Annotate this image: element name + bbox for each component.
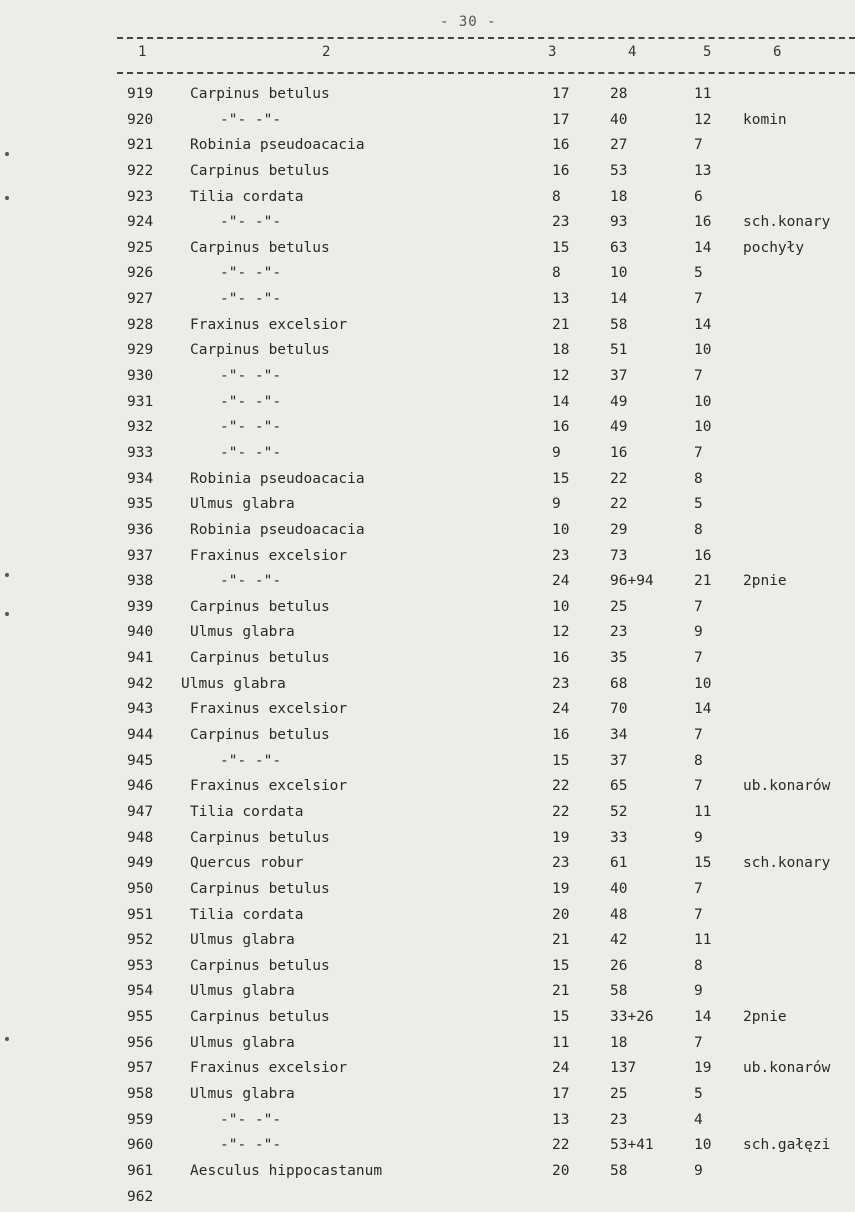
crown-value: 19 (694, 1060, 712, 1077)
height-value: 23 (552, 547, 570, 564)
tree-number: 944 (127, 727, 154, 744)
circumference-value: 53 (610, 162, 628, 179)
tree-inventory-table (0, 84, 855, 1212)
circumference-value: 27 (610, 137, 628, 154)
crown-value: 14 (694, 1009, 712, 1026)
circumference-value: 34 (610, 727, 628, 744)
tree-number: 959 (127, 1111, 154, 1128)
height-value: 15 (552, 957, 570, 974)
table-row (0, 443, 855, 469)
crown-value: 4 (694, 1111, 703, 1128)
table-row (0, 571, 855, 597)
species-name: Carpinus betulus (190, 957, 330, 974)
circumference-value: 35 (610, 650, 628, 667)
tree-number: 946 (127, 778, 154, 795)
circumference-value: 61 (610, 855, 628, 872)
crown-value: 9 (694, 829, 703, 846)
tree-number: 953 (127, 957, 154, 974)
species-name: -"- -"- (220, 214, 282, 231)
species-name: Quercus robur (190, 855, 304, 872)
species-name: Carpinus betulus (190, 598, 330, 615)
circumference-value: 16 (610, 444, 628, 461)
table-row (0, 469, 855, 495)
tree-number: 932 (127, 419, 154, 436)
remark: pochyły (743, 239, 805, 256)
species-name: Fraxinus excelsior (190, 778, 348, 795)
column-header-1: 1 (138, 44, 147, 60)
crown-value: 9 (694, 983, 703, 1000)
crown-value: 9 (694, 1162, 703, 1179)
height-value: 15 (552, 752, 570, 769)
circumference-value: 51 (610, 342, 628, 359)
circumference-value: 137 (610, 1060, 637, 1077)
species-name: Ulmus glabra (190, 624, 295, 641)
height-value: 9 (552, 496, 561, 513)
crown-value: 11 (694, 803, 712, 820)
circumference-value: 65 (610, 778, 628, 795)
height-value: 23 (552, 214, 570, 231)
species-name: Fraxinus excelsior (190, 316, 348, 333)
circumference-value: 93 (610, 214, 628, 231)
species-name: -"- -"- (220, 291, 282, 308)
circumference-value: 29 (610, 521, 628, 538)
table-row (0, 1135, 855, 1161)
tree-number: 939 (127, 598, 154, 615)
crown-value: 7 (694, 368, 703, 385)
species-name: Aesculus hippocastanum (190, 1162, 383, 1179)
tree-number: 936 (127, 521, 154, 538)
species-name: Ulmus glabra (190, 1085, 295, 1102)
tree-number: 962 (127, 1188, 154, 1205)
crown-value: 7 (694, 650, 703, 667)
table-row (0, 161, 855, 187)
circumference-value: 22 (610, 496, 628, 513)
species-name: Carpinus betulus (190, 880, 330, 897)
table-row (0, 212, 855, 238)
height-value: 16 (552, 137, 570, 154)
circumference-value: 23 (610, 1111, 628, 1128)
crown-value: 11 (694, 86, 712, 102)
page-number: - 30 - (440, 14, 497, 30)
crown-value: 15 (694, 855, 712, 872)
table-row (0, 622, 855, 648)
circumference-value: 96+94 (610, 573, 654, 590)
species-name: Ulmus glabra (190, 983, 295, 1000)
height-value: 18 (552, 342, 570, 359)
tree-number: 935 (127, 496, 154, 513)
circumference-value: 48 (610, 906, 628, 923)
remark: ub.konarów (743, 1060, 831, 1077)
species-name: Tilia cordata (190, 906, 304, 923)
height-value: 16 (552, 162, 570, 179)
circumference-value: 58 (610, 983, 628, 1000)
height-value: 22 (552, 1137, 570, 1154)
height-value: 10 (552, 598, 570, 615)
species-name: Fraxinus excelsior (190, 701, 348, 718)
circumference-value: 23 (610, 624, 628, 641)
tree-number: 957 (127, 1060, 154, 1077)
tree-number: 940 (127, 624, 154, 641)
species-name: -"- -"- (220, 1137, 282, 1154)
crown-value: 7 (694, 727, 703, 744)
circumference-value: 37 (610, 368, 628, 385)
remark: sch.konary (743, 214, 831, 231)
column-header-2: 2 (322, 44, 331, 60)
species-name: Tilia cordata (190, 803, 304, 820)
species-name: Fraxinus excelsior (190, 1060, 348, 1077)
table-row (0, 417, 855, 443)
column-header-5: 5 (703, 44, 712, 60)
tree-number: 942 (127, 675, 154, 692)
tree-number: 956 (127, 1034, 154, 1051)
table-row (0, 494, 855, 520)
height-value: 22 (552, 778, 570, 795)
species-name: Ulmus glabra (190, 496, 295, 513)
tree-number: 927 (127, 291, 154, 308)
species-name: Ulmus glabra (181, 675, 286, 692)
tree-number: 949 (127, 855, 154, 872)
species-name: -"- -"- (220, 444, 282, 461)
tree-number: 958 (127, 1085, 154, 1102)
species-name: Carpinus betulus (190, 239, 330, 256)
crown-value: 7 (694, 444, 703, 461)
tree-number: 923 (127, 188, 154, 205)
height-value: 24 (552, 573, 570, 590)
crown-value: 8 (694, 470, 703, 487)
height-value: 8 (552, 265, 561, 282)
crown-value: 10 (694, 393, 712, 410)
circumference-value: 42 (610, 932, 628, 949)
crown-value: 10 (694, 675, 712, 692)
table-row (0, 392, 855, 418)
table-row (0, 802, 855, 828)
height-value: 14 (552, 393, 570, 410)
table-row (0, 315, 855, 341)
crown-value: 8 (694, 957, 703, 974)
crown-value: 7 (694, 1034, 703, 1051)
species-name: Carpinus betulus (190, 1009, 330, 1026)
table-row (0, 674, 855, 700)
circumference-value: 63 (610, 239, 628, 256)
circumference-value: 49 (610, 393, 628, 410)
table-row (0, 1007, 855, 1033)
crown-value: 7 (694, 906, 703, 923)
table-row (0, 751, 855, 777)
circumference-value: 37 (610, 752, 628, 769)
table-row (0, 1110, 855, 1136)
species-name: -"- -"- (220, 419, 282, 436)
table-row (0, 520, 855, 546)
tree-number: 922 (127, 162, 154, 179)
crown-value: 5 (694, 265, 703, 282)
table-row (0, 1161, 855, 1187)
tree-number: 938 (127, 573, 154, 590)
species-name: Carpinus betulus (190, 162, 330, 179)
height-value: 13 (552, 291, 570, 308)
remark: sch.gałęzi (743, 1137, 831, 1154)
height-value: 20 (552, 1162, 570, 1179)
species-name: Carpinus betulus (190, 86, 330, 102)
species-name: -"- -"- (220, 393, 282, 410)
tree-number: 947 (127, 803, 154, 820)
column-header-3: 3 (548, 44, 557, 60)
crown-value: 11 (694, 932, 712, 949)
crown-value: 8 (694, 752, 703, 769)
table-row (0, 648, 855, 674)
species-name: Carpinus betulus (190, 650, 330, 667)
table-row (0, 110, 855, 136)
circumference-value: 68 (610, 675, 628, 692)
height-value: 15 (552, 239, 570, 256)
species-name: -"- -"- (220, 111, 282, 128)
tree-number: 921 (127, 137, 154, 154)
crown-value: 16 (694, 214, 712, 231)
circumference-value: 40 (610, 111, 628, 128)
table-row (0, 84, 855, 110)
height-value: 24 (552, 701, 570, 718)
circumference-value: 33+26 (610, 1009, 654, 1026)
species-name: Carpinus betulus (190, 829, 330, 846)
species-name: Carpinus betulus (190, 727, 330, 744)
crown-value: 13 (694, 162, 712, 179)
table-row (0, 1033, 855, 1059)
height-value: 16 (552, 419, 570, 436)
tree-number: 931 (127, 393, 154, 410)
crown-value: 10 (694, 1137, 712, 1154)
table-row (0, 853, 855, 879)
species-name: Ulmus glabra (190, 932, 295, 949)
crown-value: 14 (694, 701, 712, 718)
species-name: -"- -"- (220, 1111, 282, 1128)
height-value: 12 (552, 368, 570, 385)
crown-value: 8 (694, 521, 703, 538)
species-name: Robinia pseudoacacia (190, 137, 365, 154)
height-value: 16 (552, 727, 570, 744)
species-name: -"- -"- (220, 573, 282, 590)
crown-value: 7 (694, 598, 703, 615)
tree-number: 929 (127, 342, 154, 359)
circumference-value: 25 (610, 598, 628, 615)
table-row (0, 1058, 855, 1084)
crown-value: 21 (694, 573, 712, 590)
remark: komin (743, 111, 787, 128)
circumference-value: 10 (610, 265, 628, 282)
table-row (0, 930, 855, 956)
height-value: 19 (552, 829, 570, 846)
circumference-value: 25 (610, 1085, 628, 1102)
species-name: Fraxinus excelsior (190, 547, 348, 564)
species-name: Robinia pseudoacacia (190, 470, 365, 487)
table-row (0, 699, 855, 725)
tree-number: 954 (127, 983, 154, 1000)
table-row (0, 981, 855, 1007)
crown-value: 7 (694, 291, 703, 308)
table-row (0, 340, 855, 366)
crown-value: 10 (694, 342, 712, 359)
table-row (0, 289, 855, 315)
table-row (0, 879, 855, 905)
height-value: 9 (552, 444, 561, 461)
crown-value: 5 (694, 1085, 703, 1102)
species-name: -"- -"- (220, 752, 282, 769)
crown-value: 16 (694, 547, 712, 564)
height-value: 21 (552, 316, 570, 333)
tree-number: 919 (127, 86, 154, 102)
table-row (0, 1084, 855, 1110)
tree-number: 945 (127, 752, 154, 769)
height-value: 21 (552, 983, 570, 1000)
height-value: 20 (552, 906, 570, 923)
column-header-4: 4 (628, 44, 637, 60)
table-row (0, 238, 855, 264)
species-name: Carpinus betulus (190, 342, 330, 359)
height-value: 19 (552, 880, 570, 897)
crown-value: 9 (694, 624, 703, 641)
circumference-value: 14 (610, 291, 628, 308)
species-name: Robinia pseudoacacia (190, 521, 365, 538)
height-value: 13 (552, 1111, 570, 1128)
table-row (0, 546, 855, 572)
table-row (0, 263, 855, 289)
height-value: 15 (552, 470, 570, 487)
crown-value: 5 (694, 496, 703, 513)
remark: sch.konary (743, 855, 831, 872)
tree-number: 960 (127, 1137, 154, 1154)
table-row (0, 828, 855, 854)
table-row (0, 135, 855, 161)
circumference-value: 70 (610, 701, 628, 718)
species-name: Ulmus glabra (190, 1034, 295, 1051)
height-value: 23 (552, 855, 570, 872)
height-value: 17 (552, 111, 570, 128)
height-value: 12 (552, 624, 570, 641)
crown-value: 10 (694, 419, 712, 436)
height-value: 23 (552, 675, 570, 692)
height-value: 24 (552, 1060, 570, 1077)
tree-number: 952 (127, 932, 154, 949)
circumference-value: 26 (610, 957, 628, 974)
circumference-value: 53+41 (610, 1137, 654, 1154)
crown-value: 7 (694, 137, 703, 154)
tree-number: 941 (127, 650, 154, 667)
remark: ub.konarów (743, 778, 831, 795)
circumference-value: 49 (610, 419, 628, 436)
tree-number: 930 (127, 368, 154, 385)
tree-number: 934 (127, 470, 154, 487)
crown-value: 14 (694, 239, 712, 256)
crown-value: 12 (694, 111, 712, 128)
height-value: 11 (552, 1034, 570, 1051)
tree-number: 928 (127, 316, 154, 333)
tree-number: 955 (127, 1009, 154, 1026)
table-row (0, 366, 855, 392)
table-row (0, 725, 855, 751)
tree-number: 948 (127, 829, 154, 846)
tree-number: 925 (127, 239, 154, 256)
table-row (0, 956, 855, 982)
header-top-rule (117, 37, 855, 39)
circumference-value: 58 (610, 316, 628, 333)
header-bottom-rule (117, 72, 855, 74)
circumference-value: 73 (610, 547, 628, 564)
column-header-6: 6 (773, 44, 782, 60)
height-value: 17 (552, 86, 570, 102)
species-name: Tilia cordata (190, 188, 304, 205)
species-name: -"- -"- (220, 265, 282, 282)
crown-value: 7 (694, 778, 703, 795)
table-row (0, 776, 855, 802)
table-row (0, 1187, 855, 1212)
height-value: 16 (552, 650, 570, 667)
tree-number: 924 (127, 214, 154, 231)
tree-number: 950 (127, 880, 154, 897)
table-header (0, 44, 855, 66)
height-value: 22 (552, 803, 570, 820)
height-value: 8 (552, 188, 561, 205)
tree-number: 937 (127, 547, 154, 564)
circumference-value: 52 (610, 803, 628, 820)
species-name: -"- -"- (220, 368, 282, 385)
height-value: 21 (552, 932, 570, 949)
crown-value: 14 (694, 316, 712, 333)
circumference-value: 28 (610, 86, 628, 102)
height-value: 17 (552, 1085, 570, 1102)
table-row (0, 187, 855, 213)
tree-number: 961 (127, 1162, 154, 1179)
crown-value: 7 (694, 880, 703, 897)
tree-number: 933 (127, 444, 154, 461)
circumference-value: 22 (610, 470, 628, 487)
remark: 2pnie (743, 1009, 787, 1026)
circumference-value: 40 (610, 880, 628, 897)
remark: 2pnie (743, 573, 787, 590)
circumference-value: 58 (610, 1162, 628, 1179)
circumference-value: 33 (610, 829, 628, 846)
table-row (0, 905, 855, 931)
crown-value: 6 (694, 188, 703, 205)
circumference-value: 18 (610, 188, 628, 205)
table-row (0, 597, 855, 623)
tree-number: 951 (127, 906, 154, 923)
height-value: 15 (552, 1009, 570, 1026)
tree-number: 920 (127, 111, 154, 128)
circumference-value: 18 (610, 1034, 628, 1051)
tree-number: 926 (127, 265, 154, 282)
height-value: 10 (552, 521, 570, 538)
tree-number: 943 (127, 701, 154, 718)
